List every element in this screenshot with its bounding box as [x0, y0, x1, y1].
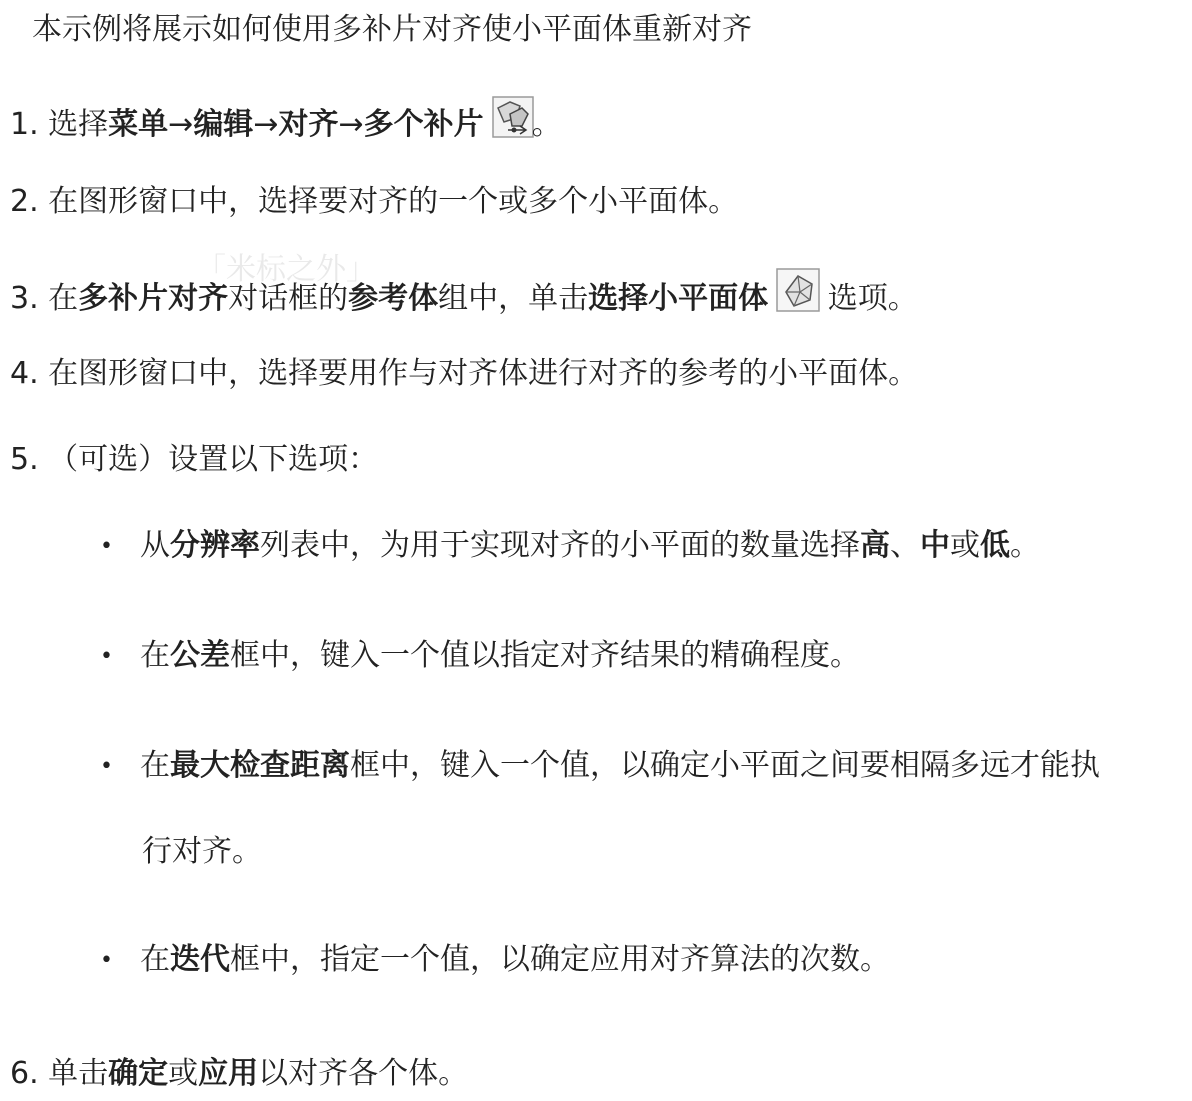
step-number: 2. — [10, 184, 39, 219]
dialog-name: 多补片对齐 — [78, 281, 229, 316]
bullet-text: 框中，指定一个值，以确定应用对齐算法的次数。 — [230, 942, 890, 977]
step-4 — [10, 354, 918, 394]
bullet-text: 列表中，为用于实现对齐的小平面的数量选择 — [260, 528, 860, 563]
separator: 、 — [890, 528, 920, 563]
edit-label: 编辑 — [193, 107, 254, 142]
bullet-text: 在 — [140, 942, 170, 977]
watermark: 「米标之外」 — [196, 252, 376, 287]
step-text: 组中，单击 — [438, 281, 589, 316]
step-number: 4. — [10, 356, 39, 391]
step-6 — [10, 1054, 468, 1094]
multi-patch-align-icon — [492, 96, 532, 136]
step-text: 在图形窗口中，选择要用作与对齐体进行对齐的参考的小平面体。 — [48, 356, 919, 391]
step-number: 5. — [10, 442, 39, 477]
bullet-text: 在 — [140, 748, 170, 783]
ok-label: 确定 — [108, 1056, 169, 1091]
intro-text: 本示例将展示如何使用多补片对齐使小平面体重新对齐 — [32, 12, 752, 47]
step-number: 1. — [10, 107, 39, 142]
apply-label: 应用 — [198, 1056, 259, 1091]
multi-patch-label: 多个补片 — [363, 107, 484, 142]
step-3 — [10, 268, 918, 319]
step-number: 3. — [10, 281, 39, 316]
bullet-text: 从 — [140, 528, 170, 563]
step-end: 选项。 — [818, 281, 918, 316]
bullet-text: 框中，键入一个值，以确定小平面之间要相隔多远才能执 — [350, 748, 1100, 783]
step-text: 选择 — [48, 107, 109, 142]
step-number: 6. — [10, 1056, 39, 1091]
step-text: 在图形窗口中，选择要对齐的一个或多个小平面体。 — [48, 184, 739, 219]
group-name: 参考体 — [348, 281, 439, 316]
step-2 — [10, 182, 738, 222]
step-text: 或 — [168, 1056, 199, 1091]
bullet-end: 。 — [1010, 528, 1040, 563]
option-name: 选择小平面体 — [588, 281, 769, 316]
step-1 — [10, 96, 562, 145]
option-label: 分辨率 — [170, 528, 260, 563]
option-bullet-max-distance — [100, 746, 1100, 787]
align-label: 对齐 — [278, 107, 339, 142]
option-bullet-resolution — [100, 526, 1040, 567]
step-text: 对话框的 — [228, 281, 349, 316]
bullet-text: 在 — [140, 638, 170, 673]
option-bullet-tolerance — [100, 636, 860, 677]
value-medium: 中 — [920, 528, 950, 563]
bullet-dot: • — [100, 533, 113, 559]
step-5 — [10, 440, 378, 480]
step-end: 。 — [531, 107, 562, 142]
bullet-dot: • — [100, 643, 113, 669]
menu-label: 菜单 — [108, 107, 169, 142]
bullet-dot: • — [100, 947, 113, 973]
step-text: 单击 — [48, 1056, 109, 1091]
arrow: → — [338, 107, 364, 142]
arrow: → — [253, 107, 279, 142]
value-low: 低 — [980, 528, 1010, 563]
step-text: （可选）设置以下选项： — [48, 442, 379, 477]
value-high: 高 — [860, 528, 890, 563]
option-bullet-iterations — [100, 940, 890, 981]
select-facet-body-icon — [776, 268, 818, 310]
bullet-dot: • — [100, 753, 113, 779]
option-label: 迭代 — [170, 942, 230, 977]
step-end: 以对齐各个体。 — [258, 1056, 469, 1091]
option-label: 最大检查距离 — [170, 748, 350, 783]
step-text: 在 — [48, 281, 79, 316]
bullet-text: 或 — [950, 528, 980, 563]
bullet-text: 框中，键入一个值以指定对齐结果的精确程度。 — [230, 638, 860, 673]
option-label: 公差 — [170, 638, 230, 673]
bullet-continuation: 行对齐。 — [142, 834, 262, 869]
arrow: → — [168, 107, 194, 142]
